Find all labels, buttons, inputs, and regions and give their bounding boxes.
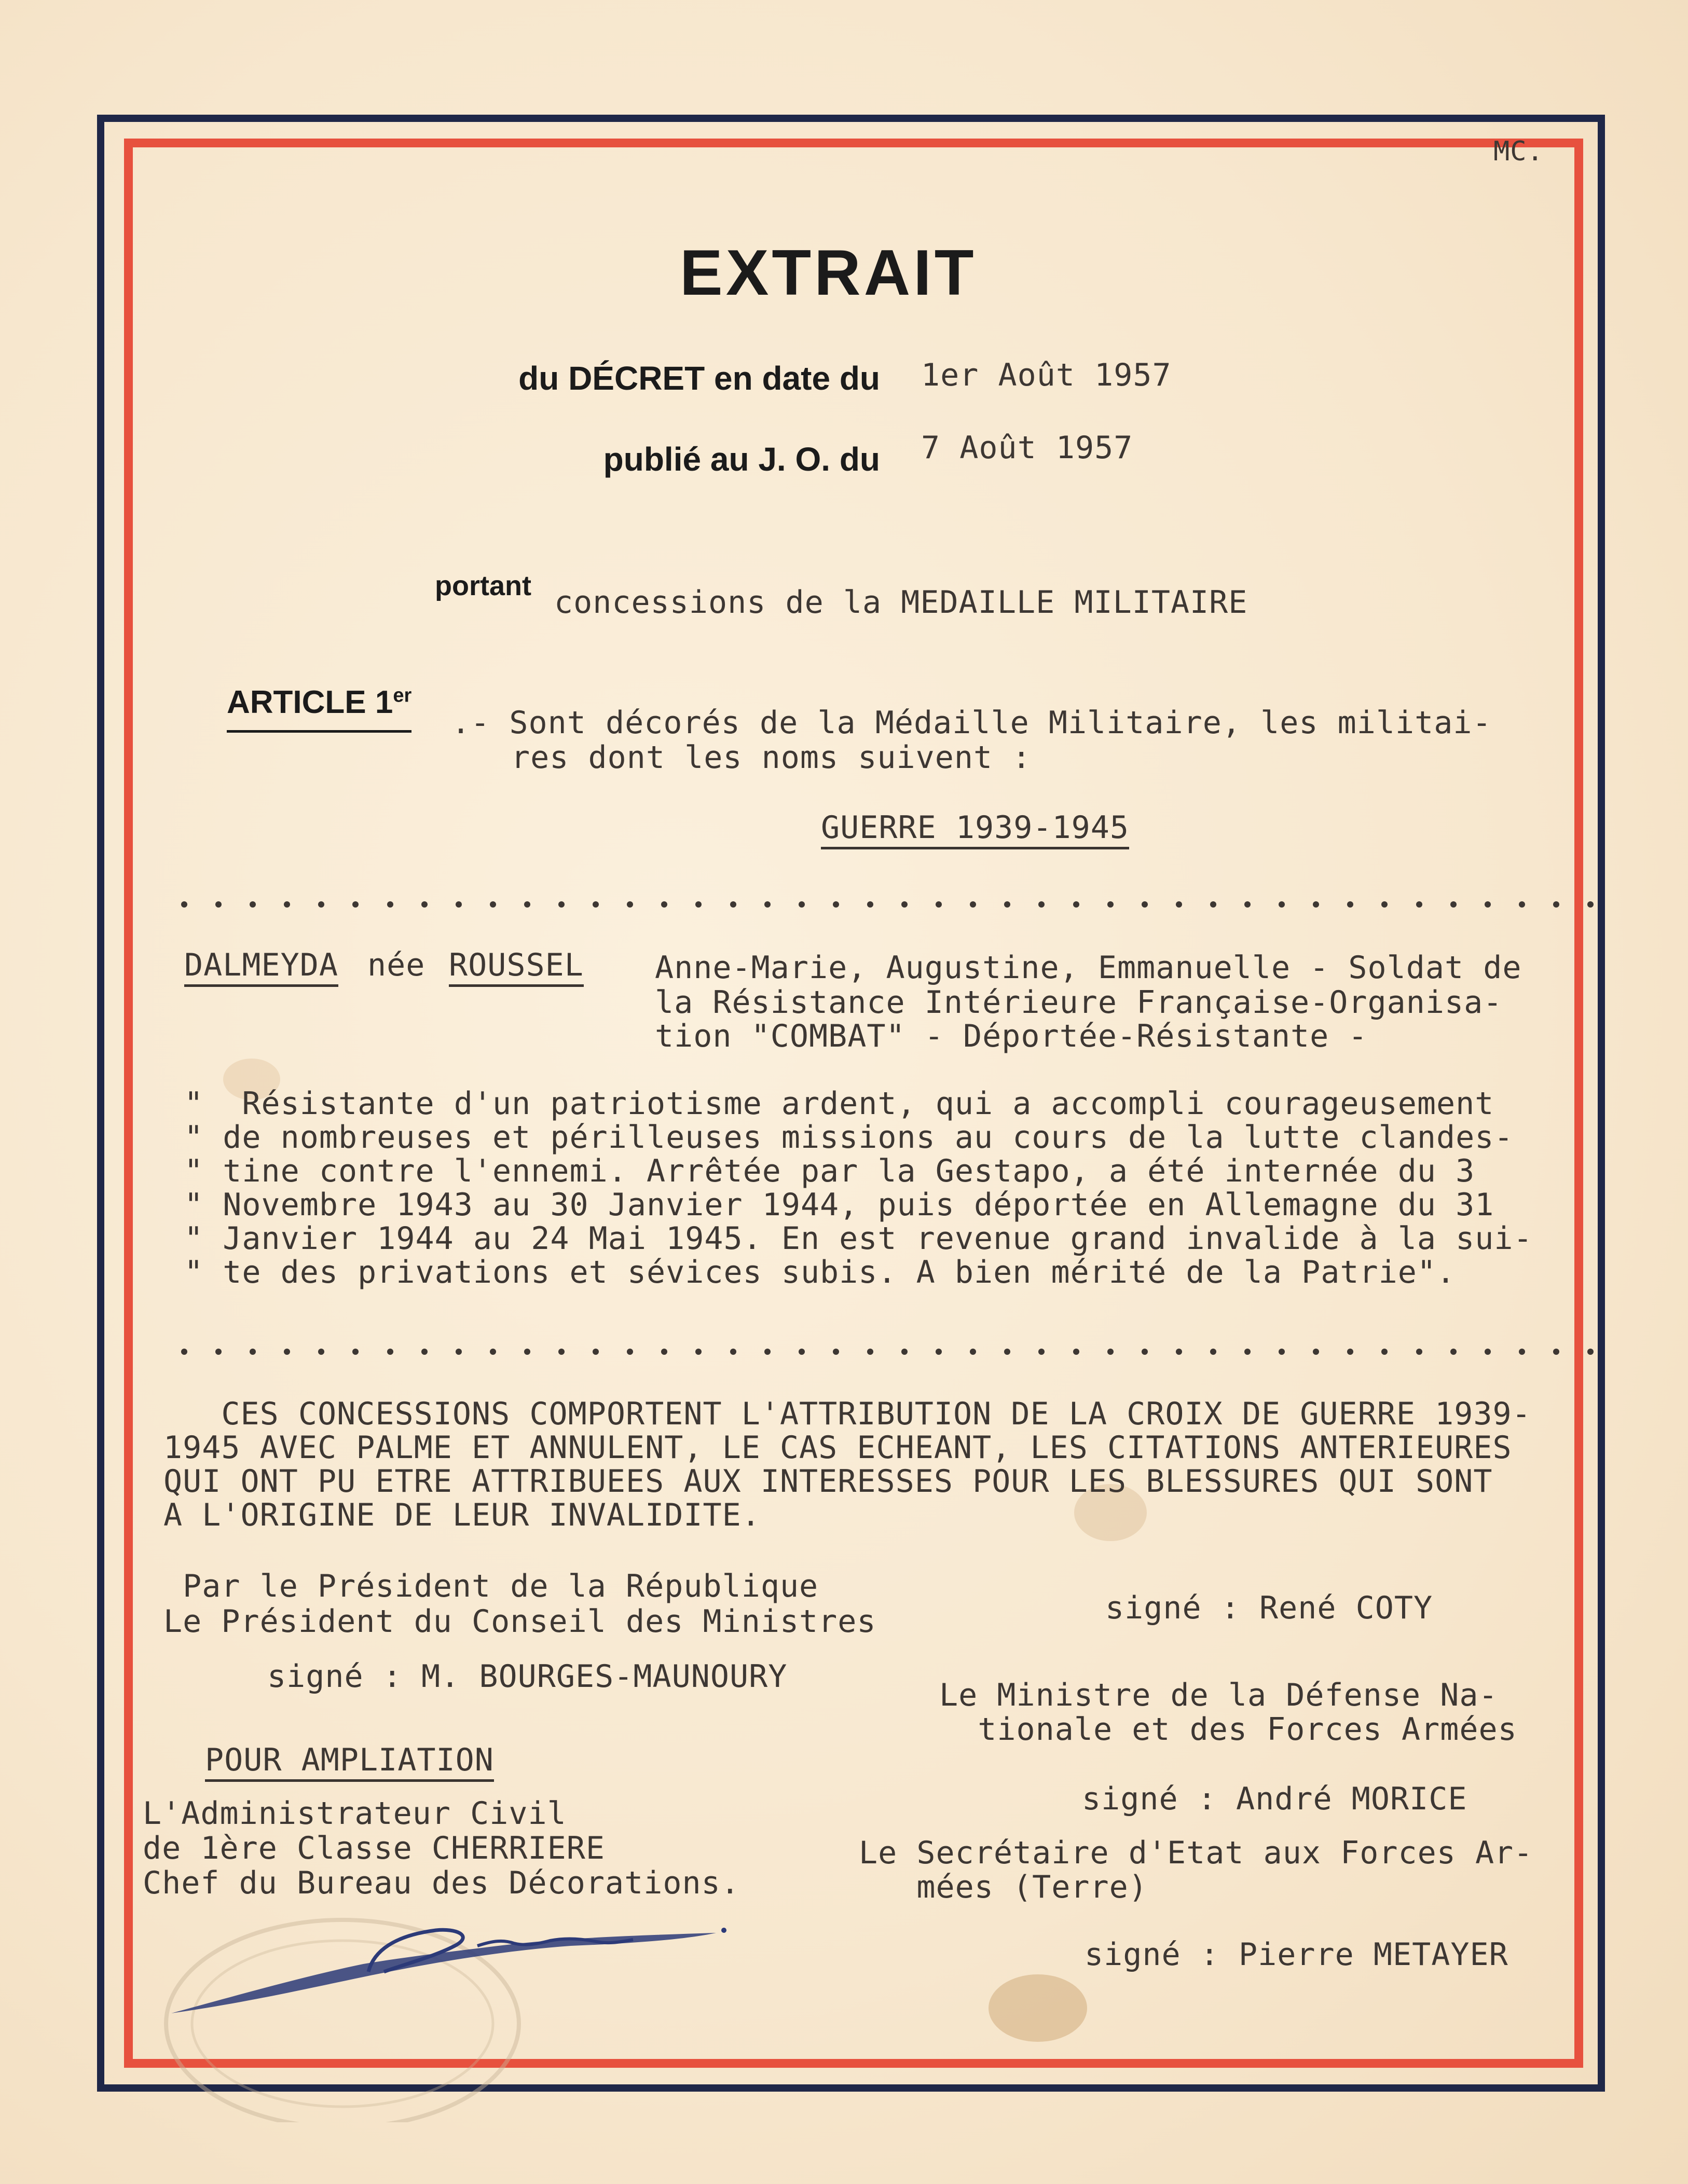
separator-dot [352,1349,359,1355]
separator-dot [1450,1349,1457,1355]
separator-dot [284,901,290,908]
separator-dot [490,901,496,908]
secretary-line: mées (Terre) [859,1869,1148,1905]
concessions-line: A L'ORIGINE DE LEUR INVALIDITE. [163,1497,761,1533]
separator-dot [1176,901,1182,908]
separator-dot [661,901,667,908]
separator-dot [215,1349,222,1355]
president-republic-line: Par le Président de la République [163,1568,819,1604]
minister-line: Le Ministre de la Défense Na- [939,1677,1498,1713]
separator-dot [661,1349,667,1355]
separator-dot [1485,1349,1491,1355]
separator-dot [1210,1349,1216,1355]
decret-label: du DÉCRET en date du [518,360,880,397]
decret-date: 1er Août 1957 [921,357,1172,393]
person-desc-line: la Résistance Intérieure Française-Organisa- [655,984,1503,1021]
separator-dot [764,1349,771,1355]
signed-pierre-metayer: signé : Pierre METAYER [1085,1936,1508,1973]
page-title: EXTRAIT [680,237,977,309]
signed-andre-morice: signé : André MORICE [1082,1781,1467,1817]
separator-dot [490,1349,496,1355]
separator-dot [1381,1349,1388,1355]
citation-line: " de nombreuses et périlleuses missions au cours de la lutte clandes- [184,1119,1514,1156]
pour-ampliation: POUR AMPLIATION [205,1742,494,1782]
separator-dot [1553,901,1559,908]
signed-bourges-maunoury: signé : M. BOURGES-MAUNOURY [267,1658,788,1695]
separator-dot [695,901,702,908]
article-label: ARTICLE 1 [227,684,393,720]
citation-line: " te des privations et sévices subis. A bien mérité de la Patrie". [184,1254,1456,1290]
article-line-1: .- Sont décorés de la Médaille Militaire, les militai- [451,705,1492,741]
separator-dot [799,901,805,908]
separator-dot [833,1349,839,1355]
concessions-line: 1945 AVEC PALME ET ANNULENT, LE CAS ECHEANT, LES CITATIONS ANTERIEURES [163,1430,1512,1466]
separator-dot [284,1349,290,1355]
separator-dot [1073,1349,1079,1355]
article-superscript: er [393,684,412,707]
separator-dot [1313,901,1319,908]
admin-line: de 1ère Classe CHERRIERE [143,1830,605,1866]
separator-dot [1244,901,1251,908]
person-maiden-name: ROUSSEL [449,947,584,987]
portant-text: concessions de la MEDAILLE MILITAIRE [554,584,1248,621]
article-line-2: res dont les noms suivent : [511,739,1032,776]
separator-dot [627,1349,633,1355]
president-council-line: Le Président du Conseil des Ministres [163,1603,876,1640]
dotted-separator [184,1341,1590,1362]
separator-dot [1381,901,1388,908]
separator-dot [524,1349,530,1355]
portant-label: portant [435,570,531,601]
separator-dot [456,1349,462,1355]
person-surname: DALMEYDA [184,947,338,987]
stain [989,1974,1087,2042]
separator-dot [1519,901,1525,908]
citation-line: " Janvier 1944 au 24 Mai 1945. En est revenue grand invalide à la sui- [184,1220,1533,1257]
separator-dot [1244,1349,1251,1355]
separator-dot [250,901,256,908]
corner-mark: MC. [1493,136,1544,167]
separator-dot [1038,1349,1045,1355]
section-heading: GUERRE 1939-1945 [821,809,1129,849]
separator-dot [1142,901,1148,908]
separator-dot [558,901,565,908]
separator-dot [352,901,359,908]
separator-dot [901,1349,908,1355]
separator-dot [1313,1349,1319,1355]
separator-dot [181,901,187,908]
separator-dot [524,901,530,908]
separator-dot [901,901,908,908]
separator-dot [1004,1349,1010,1355]
separator-dot [730,901,736,908]
separator-dot [1142,1349,1148,1355]
separator-dot [593,901,599,908]
separator-dot [1073,901,1079,908]
separator-dot [1004,901,1010,908]
publie-label: publié au J. O. du [603,441,880,478]
separator-dot [730,1349,736,1355]
person-desc-line: tion "COMBAT" - Déportée-Résistante - [655,1018,1368,1054]
separator-dot [1038,901,1045,908]
separator-dot [387,901,393,908]
separator-dot [1587,1349,1594,1355]
separator-dot [1210,901,1216,908]
separator-dot [799,1349,805,1355]
handwritten-signature [166,1915,737,2024]
separator-dot [387,1349,393,1355]
separator-dot [695,1349,702,1355]
publie-date: 7 Août 1957 [921,430,1133,466]
separator-dot [1416,901,1422,908]
separator-dot [936,901,942,908]
separator-dot [1519,1349,1525,1355]
separator-dot [250,1349,256,1355]
separator-dot [1279,901,1285,908]
separator-dot [318,901,324,908]
separator-dot [1107,901,1114,908]
separator-dot [1176,1349,1182,1355]
separator-dot [833,901,839,908]
separator-dot [936,1349,942,1355]
concessions-line: QUI ONT PU ETRE ATTRIBUEES AUX INTERESSES POUR LES BLESSURES QUI SONT [163,1463,1493,1500]
concessions-line: CES CONCESSIONS COMPORTENT L'ATTRIBUTION DE LA CROIX DE GUERRE 1939- [163,1396,1531,1432]
admin-line: L'Administrateur Civil [143,1795,567,1832]
admin-line: Chef du Bureau des Décorations. [143,1865,740,1901]
minister-line: tionale et des Forces Armées [939,1711,1517,1748]
separator-dot [970,901,976,908]
separator-dot [867,901,873,908]
separator-dot [558,1349,565,1355]
article-heading [227,684,411,733]
separator-dot [421,1349,428,1355]
separator-dot [1347,901,1353,908]
citation-line: " Résistante d'un patriotisme ardent, qui a accompli courageusement [184,1086,1494,1122]
signed-rene-coty: signé : René COTY [1105,1590,1433,1626]
separator-dot [764,901,771,908]
citation-line: " tine contre l'ennemi. Arrêtée par la Gestapo, a été internée du 3 [184,1153,1475,1189]
separator-dot [867,1349,873,1355]
secretary-line: Le Secrétaire d'Etat aux Forces Ar- [859,1835,1533,1871]
separator-dot [1485,901,1491,908]
citation-line: " Novembre 1943 au 30 Janvier 1944, puis déportée en Allemagne du 31 [184,1187,1494,1223]
separator-dot [970,1349,976,1355]
separator-dot [421,901,428,908]
dotted-separator [184,894,1590,914]
separator-dot [1107,1349,1114,1355]
separator-dot [1553,1349,1559,1355]
separator-dot [318,1349,324,1355]
separator-dot [627,901,633,908]
separator-dot [181,1349,187,1355]
separator-dot [1347,1349,1353,1355]
separator-dot [456,901,462,908]
separator-dot [215,901,222,908]
separator-dot [1416,1349,1422,1355]
separator-dot [1587,901,1594,908]
separator-dot [1450,901,1457,908]
person-nee: née [367,947,426,983]
separator-dot [1279,1349,1285,1355]
separator-dot [593,1349,599,1355]
person-desc-line: Anne-Marie, Augustine, Emmanuelle - Soldat de [655,950,1522,986]
